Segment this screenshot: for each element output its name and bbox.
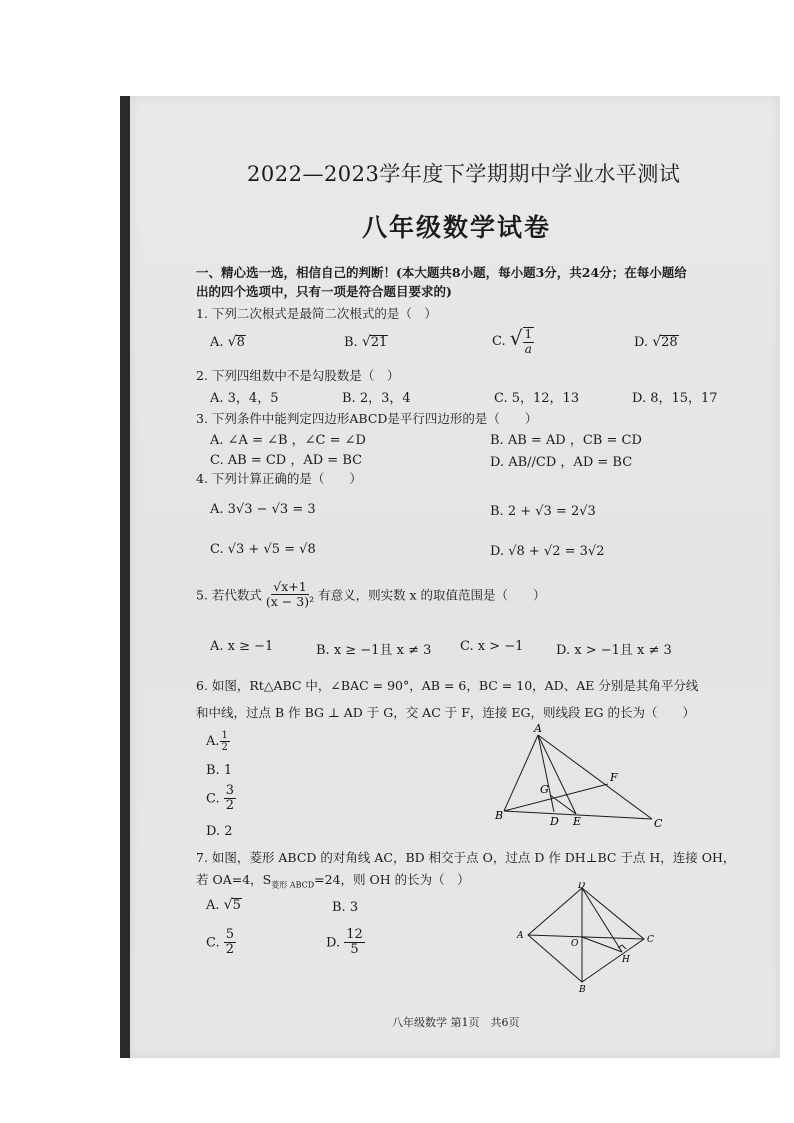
- q1-c-den: a: [524, 341, 532, 356]
- q5-frac-den: (x − 3)²: [265, 593, 315, 609]
- q1-c-num: 1: [524, 327, 533, 342]
- q5-option-c: C. x > −1: [460, 639, 524, 654]
- q7-d-label: D.: [326, 935, 341, 951]
- page-footer: 八年级数学 第1页 共6页: [392, 1016, 520, 1029]
- q7-option-d: [326, 928, 365, 958]
- q6-triangle-figure: [490, 721, 670, 833]
- q7-label-c: C: [647, 935, 654, 945]
- q3-option-d: D. AB//CD ，AD = BC: [490, 455, 633, 470]
- q2-option-d: D. 8，15，17: [632, 391, 718, 406]
- q6-line2: 和中线，过点 B 作 BG ⊥ AD 于 G，交 AC 于 F，连接 EG，则线段 EG 的长为（ ）: [196, 705, 696, 720]
- q1-c-label: C.: [492, 334, 506, 349]
- q6-label-e: E: [573, 815, 582, 828]
- q1-option-c: C. √ $\frac{1}{a}$: [492, 326, 533, 356]
- section-instruction-line2: 出的四个选项中，只有一项是符合题目要求的): [196, 284, 452, 299]
- q1-option-a: A. √8: [210, 334, 245, 350]
- q1-option-b: B. √21: [344, 334, 388, 350]
- q3-stem: 3. 下列条件中能判定四边形ABCD是平行四边形的是（ ）: [196, 411, 538, 426]
- section-instruction-line1: 一、精心选一选，相信自己的判断！(本大题共8小题，每小题3分，共24分；在每小题给: [196, 265, 687, 280]
- q6-label-f: F: [610, 771, 618, 784]
- q7-line2: [196, 870, 470, 891]
- q5-frac-num: √x+1: [273, 579, 307, 594]
- q1-d-radicand: 28: [661, 335, 678, 350]
- q2-option-b: B. 2，3，4: [342, 391, 411, 406]
- q6-label-g: G: [540, 783, 549, 796]
- q2-option-c: C. 5，12，13: [494, 391, 580, 406]
- q6-option-d: D. 2: [206, 824, 233, 839]
- q3-option-a: A. ∠A = ∠B ，∠C = ∠D: [210, 433, 366, 448]
- q7-option-b: B. 3: [332, 900, 359, 915]
- q7-line1: 7. 如图，菱形 ABCD 的对角线 AC，BD 相交于点 O，过点 D 作 DH⊥BC 于点 H，连接 OH，: [196, 850, 736, 865]
- q6-a-label: A.: [206, 734, 220, 749]
- q7-line2-pre: 若 OA=4，S: [196, 872, 272, 887]
- q1-b-label: B.: [344, 335, 358, 350]
- q6-a-den: 2: [221, 742, 228, 753]
- exam-title: 2022—2023学年度下学期期中学业水平测试: [247, 162, 681, 186]
- q7-option-a: A. √5: [206, 897, 241, 913]
- q5-stem-post: 有意义，则实数 x 的取值范围是（ ）: [318, 587, 546, 603]
- q7-rhombus-figure: [514, 882, 664, 994]
- q7-c-num: 5: [225, 927, 235, 942]
- q7-a-radicand: 5: [232, 898, 241, 913]
- q7-label-h: H: [622, 955, 630, 965]
- q6-option-b: B. 1: [206, 763, 233, 778]
- q4-option-c: C. √3 + √5 = √8: [210, 542, 316, 557]
- photo-dark-edge: [120, 96, 130, 1058]
- q5-stem-pre: 5. 若代数式: [196, 587, 262, 603]
- q3-option-c: C. AB = CD ，AD = BC: [210, 453, 363, 468]
- q2-stem: 2. 下列四组数中不是勾股数是（ ）: [196, 368, 400, 383]
- q1-stem: 1. 下列二次根式是最简二次根式的是（ ）: [196, 306, 437, 321]
- q1-a-radicand: 8: [236, 335, 245, 350]
- q7-label-o: O: [571, 939, 579, 949]
- q6-line1: 6. 如图，Rt△ABC 中，∠BAC = 90°，AB = 6，BC = 10，AD、AE 分别是其角平分线: [196, 678, 699, 693]
- q7-label-d: D: [578, 882, 586, 891]
- q1-b-radicand: 21: [370, 335, 388, 350]
- q6-label-d: D: [550, 815, 559, 828]
- q5-option-d: D. x > −1且 x ≠ 3: [556, 643, 672, 658]
- q7-area-subscript: 菱形 ABCD: [271, 880, 315, 890]
- q3-option-b: B. AB = AD ，CB = CD: [490, 433, 642, 448]
- q1-d-label: D.: [634, 335, 649, 350]
- q6-c-label: C.: [206, 791, 220, 807]
- q4-option-b: B. 2 + √3 = 2√3: [490, 504, 596, 519]
- q7-option-c: [206, 928, 236, 958]
- q5-option-b: B. x ≥ −1且 x ≠ 3: [316, 643, 432, 658]
- q4-stem: 4. 下列计算正确的是（ ）: [196, 471, 362, 486]
- q5-stem: [196, 580, 546, 609]
- q7-label-a: A: [517, 931, 524, 941]
- q6-a-num: 1: [221, 730, 228, 741]
- q6-label-b: B: [495, 809, 504, 822]
- q6-label-a: A: [534, 722, 542, 735]
- q7-a-label: A.: [206, 898, 220, 913]
- q7-line2-post: =24，则 OH 的长为（ ）: [314, 872, 470, 887]
- q6-c-num: 3: [225, 783, 235, 798]
- q2-option-a: A. 3，4，5: [210, 391, 279, 406]
- q6-option-c: [206, 784, 236, 814]
- q1-a-label: A.: [210, 335, 224, 350]
- q6-option-a: [206, 730, 230, 753]
- q7-label-b: B: [579, 985, 586, 994]
- q7-d-num: 12: [346, 927, 363, 942]
- q4-option-a: A. 3√3 − √3 = 3: [210, 502, 316, 517]
- q7-c-den: 2: [225, 942, 235, 958]
- q7-c-label: C.: [206, 935, 220, 951]
- exam-paper: [130, 96, 780, 1058]
- q6-c-den: 2: [225, 798, 235, 814]
- q6-label-c: C: [654, 817, 663, 830]
- exam-subtitle: 八年级数学试卷: [362, 213, 552, 242]
- q7-d-den: 5: [350, 942, 359, 958]
- q5-option-a: A. x ≥ −1: [210, 639, 274, 654]
- q4-option-d: D. √8 + √2 = 3√2: [490, 544, 605, 559]
- q1-option-d: D. √28: [634, 334, 678, 350]
